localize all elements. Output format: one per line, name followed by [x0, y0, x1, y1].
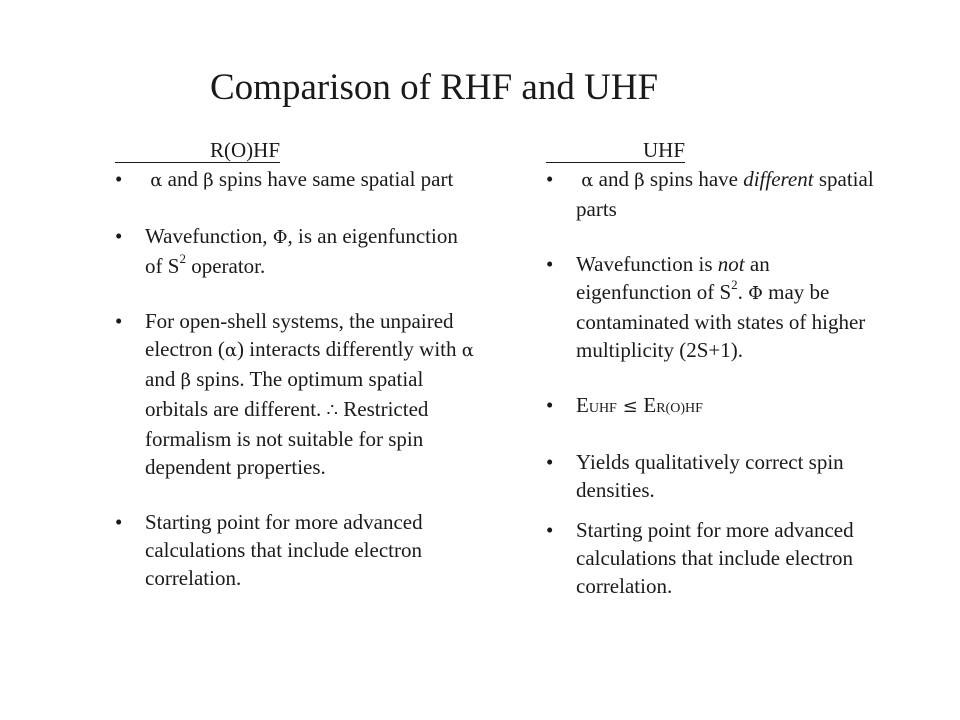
- uhf-bullet-spin-densities: • Yields qualitatively correct spin densities.: [546, 450, 844, 502]
- superscript-2: 2: [731, 277, 738, 292]
- alpha-symbol: α: [150, 170, 163, 191]
- bullet-dot: •: [546, 252, 554, 276]
- rohf-bullet-eigenfunction: • Wavefunction, Φ, is an eigenfunction of $S^2$ operator.: [115, 224, 458, 278]
- phi-symbol: Φ: [748, 283, 763, 304]
- bullet-dot: •: [115, 224, 123, 248]
- rohf-bullet-spatial: • α and β spins have same spatial part: [115, 167, 454, 191]
- less-equal-symbol: ≤: [616, 396, 644, 417]
- alpha-symbol: α: [581, 170, 594, 191]
- rohf-bullet-starting-point: • Starting point for more advanced calculations that include electron correlation.: [115, 510, 423, 590]
- subscript-rohf: R(O)HF: [656, 401, 703, 416]
- emphasis-different: different: [743, 167, 814, 191]
- energy-uhf: E: [576, 393, 589, 417]
- emphasis-not: not: [717, 252, 745, 276]
- alpha-symbol: α: [461, 340, 474, 361]
- phi-symbol: Φ: [272, 227, 288, 248]
- bullet-dot: •: [115, 167, 123, 191]
- uhf-bullet-energy: [546, 391, 876, 423]
- uhf-header: UHF: [546, 138, 685, 163]
- superscript-2: 2: [179, 251, 186, 266]
- slide-title: Comparison of RHF and UHF: [210, 67, 659, 108]
- bullet-dot: •: [546, 167, 554, 191]
- beta-symbol: β: [634, 170, 645, 191]
- beta-symbol: β: [180, 370, 191, 391]
- rohf-column: [115, 136, 475, 592]
- energy-rohf: E: [643, 393, 657, 417]
- bullet-dot: •: [546, 518, 554, 542]
- bullet-dot: •: [546, 393, 554, 417]
- uhf-bullet-starting-point: • Starting point for more advanced calculations that include electron correlation.: [546, 518, 854, 598]
- bullet-dot: •: [546, 450, 554, 474]
- uhf-bullet-eigenfunction: • Wavefunction is not an eigenfunction of $S^2$. Φ may be contaminated with states of higher multiplicity (2S+1).: [546, 252, 866, 362]
- bullet-dot: •: [115, 510, 123, 534]
- beta-symbol: β: [203, 170, 214, 191]
- alpha-symbol: α: [224, 340, 238, 361]
- therefore-symbol: ∴: [326, 400, 338, 421]
- uhf-column: [546, 136, 876, 600]
- uhf-bullet-spatial: • α and β spins have different spatial parts: [546, 167, 874, 221]
- subscript-uhf: UHF: [588, 401, 617, 416]
- rohf-header: R(O)HF: [115, 138, 280, 163]
- bullet-dot: •: [115, 309, 123, 333]
- rohf-bullet-open-shell: • For open-shell systems, the unpaired electron (α) interacts differently with α and β spins. The optimum spatial orbitals are different. ∴ Restricted formalism is not suitable for spin dependent properties.: [115, 309, 474, 479]
